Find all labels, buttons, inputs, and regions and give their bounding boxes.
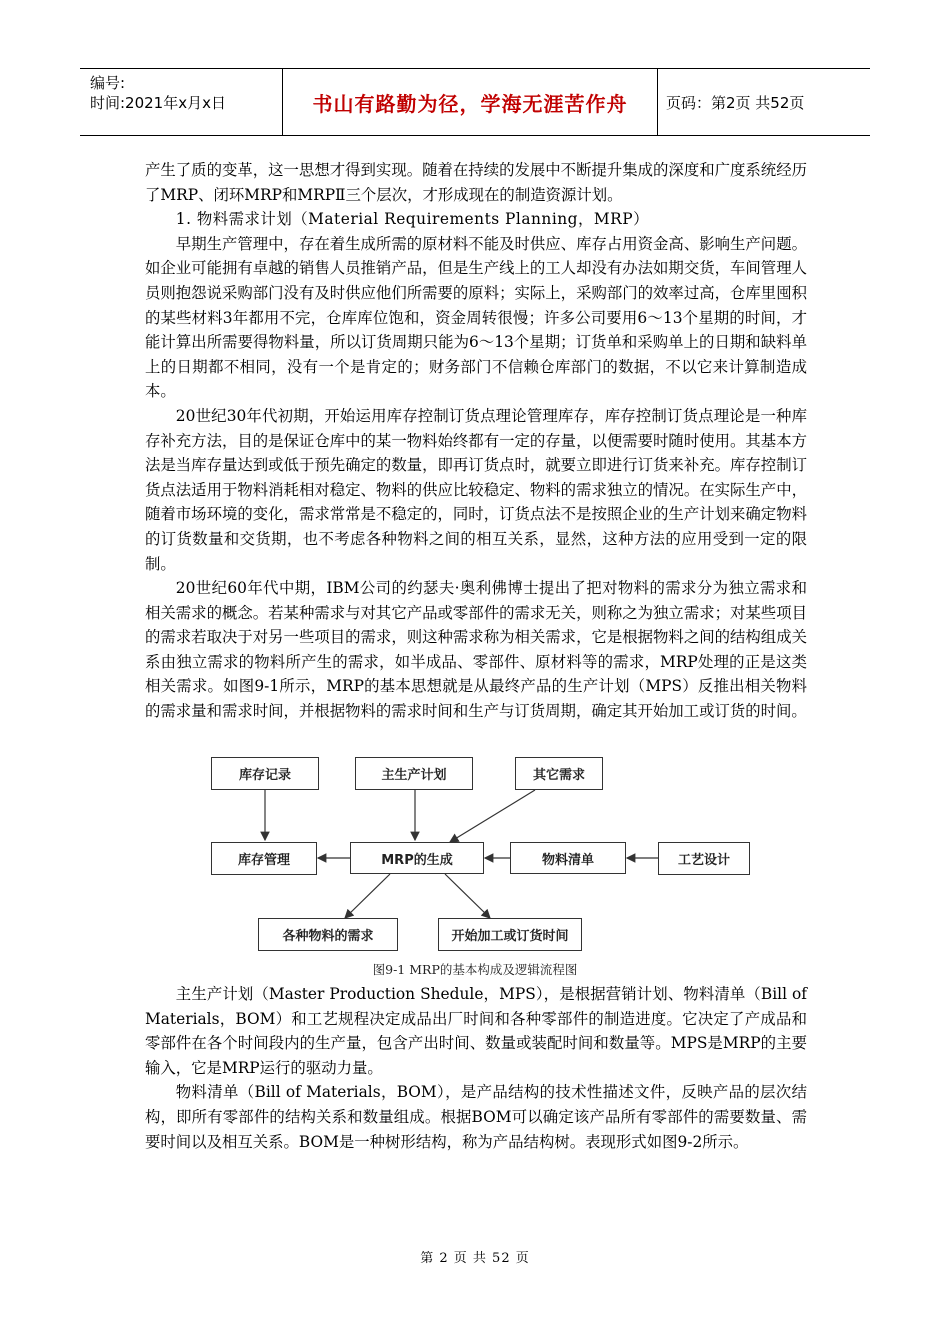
- paragraph: 物料清单（Bill of Materials，BOM），是产品结构的技术性描述文件，反映产品的层次结构，即所有零部件的结构关系和数量组成。根据BOM可以确定该产品所有零部件的需要数量、需要时间以及相互关系。BOM是一种树形结构，称为产品结构树。表现形式如图9-2所示。: [145, 1083, 807, 1151]
- paragraph: 20世纪60年代中期，IBM公司的约瑟夫·奥利佛博士提出了把对物料的需求分为独立需求和相关需求的概念。若某种需求与对其它产品或零部件的需求无关，则称之为独立需求；对某些项目的需求若取决于对另一些项目的需求，则这种需求称为相关需求，它是根据物料之间的结构组成关系由独立需求的物料所产生的需求，如半成品、零部件、原材料等的需求，MRP处理的正是这类相关需求。如图9-1所示，MRP的基本思想就是从最终产品的生产计划（MPS）反推出相关物料的需求量和需求时间，并根据物料的需求时间和生产与订货周期，确定其开始加工或订货的时间。: [145, 579, 807, 721]
- figure-caption: 图9-1 MRP的基本构成及逻辑流程图: [372, 962, 578, 977]
- paragraph: 20世纪30年代初期，开始运用库存控制订货点理论管理库存，库存控制订货点理论是一种库存补充方法，目的是保证仓库中的某一物料始终都有一定的存量，以便需要时随时使用。其基本方法是当库存量达到或低于预先确定的数量，即再订货点时，就要立即进行订货来补充。库存控制订货点法适用于物料消耗相对稳定、物料的供应比较稳定、物料的需求独立的情况。在实际生产中，随着市场环境的变化，需求常常是不稳定的，同时，订货点法不是按照企业的生产计划来确定物料的订货数量和交货期，也不考虑各种物料之间的相互关系，显然，这种方法的应用受到一定的限制。: [145, 406, 807, 573]
- arrow-other-to-mrp: [450, 790, 535, 842]
- header-motto: 书山有路勤为径，学海无涯苦作舟: [312, 91, 628, 116]
- box-inventory-record: 库存记录: [211, 757, 319, 790]
- doc-time-label: 时间:2021年x月x日: [90, 94, 226, 112]
- section-heading: 1. 物料需求计划（Material Requirements Planning，MRP）: [175, 210, 649, 229]
- box-mrp-generation: MRP的生成: [350, 842, 484, 874]
- box-inventory-management: 库存管理: [211, 842, 317, 875]
- mrp-flow-diagram: [205, 754, 755, 954]
- box-start-time: 开始加工或订货时间: [438, 918, 582, 951]
- box-bill-of-materials: 物料清单: [510, 842, 626, 874]
- arrow-mrp-to-demand: [345, 874, 390, 918]
- header-page-info: 页码：第2页 共52页: [666, 93, 805, 112]
- box-other-demand: 其它需求: [515, 757, 603, 790]
- box-master-production-schedule: 主生产计划: [355, 757, 473, 790]
- header-meta: [80, 69, 282, 135]
- page-header: [80, 68, 870, 136]
- page-footer: 第 2 页 共 52 页: [420, 1251, 530, 1266]
- box-material-demand: 各种物料的需求: [258, 918, 398, 951]
- body-text-top: [145, 158, 807, 724]
- paragraph: 主生产计划（Master Production Shedule，MPS），是根据营销计划、物料清单（Bill of Materials，BOM）和工艺规程决定成品出厂时间和各种零部件的制造进度。它决定了产成品和零部件在各个时间段内的生产量，包含产出时间、数量或装配时间和数量等。MPS是MRP的主要输入，它是MRP运行的驱动力量。: [145, 985, 807, 1077]
- paragraph: 产生了质的变革，这一思想才得到实现。随着在持续的发展中不断提升集成的深度和广度系统经历了MRP、闭环MRP和MRPⅡ三个层次，才形成现在的制造资源计划。: [145, 161, 807, 204]
- doc-number-label: 编号:: [90, 74, 126, 92]
- body-text-bottom: [145, 982, 807, 1154]
- paragraph: 早期生产管理中，存在着生成所需的原材料不能及时供应、库存占用资金高、影响生产问题。如企业可能拥有卓越的销售人员推销产品，但是生产线上的工人却没有办法如期交货，车间管理人员则抱怨说采购部门没有及时供应他们所需要的原料；实际上，采购部门的效率过高，仓库里囤积的某些材料3年都用不完，仓库库位饱和，资金周转很慢；许多公司要用6～13个星期的时间，才能计算出所需要得物料量，所以订货周期只能为6～13个星期；订货单和采购单上的日期和缺料单上的日期都不相同，没有一个是肯定的；财务部门不信赖仓库部门的数据，不以它来计算制造成本。: [145, 234, 807, 401]
- header-motto-cell: [282, 69, 658, 135]
- arrow-mrp-to-start: [445, 874, 490, 918]
- box-process-design: 工艺设计: [658, 842, 750, 875]
